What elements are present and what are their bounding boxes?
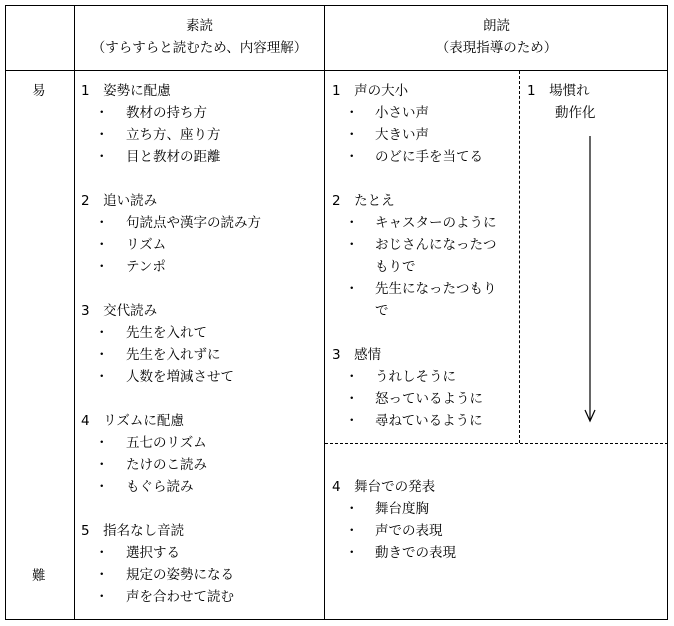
bullet-icon: ・: [345, 523, 359, 539]
bullet-icon: ・: [95, 545, 109, 561]
bullet-icon: ・: [95, 127, 109, 143]
column-divider: [324, 5, 325, 620]
roudoku-item: 舞台度胸: [375, 501, 429, 517]
header-sodoku-title: 素読: [186, 18, 213, 34]
sodoku-item: テンポ: [126, 259, 166, 275]
roudoku-item: もりで: [375, 259, 416, 275]
bullet-icon: ・: [345, 127, 359, 143]
sodoku-item: 立ち方、座り方: [126, 127, 221, 143]
sodoku-item: 声を合わせて読む: [126, 589, 234, 605]
sodoku-item: 規定の姿勢になる: [126, 567, 234, 583]
sodoku-section-heading: 2 追い読み: [81, 193, 158, 209]
bullet-icon: ・: [95, 149, 109, 165]
header-sodoku-subtitle: （すらすらと読むため、内容理解）: [91, 40, 308, 56]
sodoku-item: リズム: [126, 237, 167, 253]
header-divider: [5, 70, 668, 71]
arrow-down-icon: [583, 134, 597, 424]
sodoku-item: 先生を入れて: [126, 325, 207, 341]
roudoku-section-heading: 2 たとえ: [332, 193, 395, 209]
bullet-icon: ・: [345, 149, 359, 165]
bullet-icon: ・: [95, 215, 109, 231]
sodoku-item: 教材の持ち方: [126, 105, 207, 121]
sodoku-section-heading: 1 姿勢に配慮: [81, 83, 171, 99]
bullet-icon: ・: [345, 501, 359, 517]
bullet-icon: ・: [345, 391, 359, 407]
sodoku-item: もぐら読み: [126, 479, 194, 495]
bullet-icon: ・: [345, 105, 359, 121]
bullet-icon: ・: [345, 413, 359, 429]
bullet-icon: ・: [95, 479, 109, 495]
bullet-icon: ・: [95, 259, 109, 275]
bullet-icon: ・: [345, 215, 359, 231]
side-note-line1: 1 場慣れ: [527, 83, 590, 99]
bullet-icon: ・: [345, 369, 359, 385]
bullet-icon: ・: [95, 347, 109, 363]
bullet-icon: ・: [95, 457, 109, 473]
header-roudoku-title: 朗読: [483, 18, 510, 34]
roudoku-item: 大きい声: [375, 127, 429, 143]
bullet-icon: ・: [95, 105, 109, 121]
header-roudoku-subtitle: （表現指導のため）: [435, 40, 558, 56]
roudoku-section-heading: 1 声の大小: [332, 83, 409, 99]
bullet-icon: ・: [95, 237, 109, 253]
sodoku-section-heading: 4 リズムに配慮: [81, 413, 184, 429]
difficulty-hard-label: 難: [32, 568, 46, 584]
sodoku-item: 目と教材の距離: [126, 149, 221, 165]
roudoku-item: で: [375, 303, 389, 319]
roudoku-item: 動きでの表現: [375, 545, 456, 561]
bullet-icon: ・: [345, 237, 359, 253]
roudoku-item: のどに手を当てる: [375, 149, 483, 165]
sodoku-item: 先生を入れずに: [126, 347, 221, 363]
roudoku-item: 怒っているように: [375, 391, 483, 407]
sodoku-item: 五七のリズム: [126, 435, 207, 451]
bullet-icon: ・: [345, 281, 359, 297]
roudoku-item: 小さい声: [375, 105, 429, 121]
sodoku-section-heading: 3 交代読み: [81, 303, 158, 319]
sodoku-item: 人数を増減させて: [126, 369, 234, 385]
bullet-icon: ・: [95, 435, 109, 451]
sodoku-section-heading: 5 指名なし音読: [81, 523, 185, 539]
sodoku-item: たけのこ読み: [126, 457, 207, 473]
roudoku-item: キャスターのように: [375, 215, 497, 231]
bullet-icon: ・: [345, 545, 359, 561]
dashed-divider: [519, 71, 520, 443]
sodoku-item: 選択する: [126, 545, 180, 561]
dashed-divider: [325, 443, 668, 444]
roudoku-item: うれしそうに: [375, 369, 456, 385]
roudoku-section-heading: 3 感情: [332, 347, 382, 363]
sodoku-item: 句読点や漢字の読み方: [126, 215, 261, 231]
bullet-icon: ・: [95, 369, 109, 385]
roudoku-item: 尋ねているように: [375, 413, 483, 429]
roudoku-item: 先生になったつもり: [375, 281, 497, 297]
bullet-icon: ・: [95, 589, 109, 605]
roudoku-item: 声での表現: [375, 523, 443, 539]
roudoku-item: おじさんになったつ: [375, 237, 497, 253]
bullet-icon: ・: [95, 567, 109, 583]
roudoku-section-heading: 4 舞台での発表: [332, 479, 436, 495]
difficulty-easy-label: 易: [32, 83, 46, 99]
side-note-line2: 動作化: [555, 105, 596, 121]
column-divider: [74, 5, 75, 620]
bullet-icon: ・: [95, 325, 109, 341]
